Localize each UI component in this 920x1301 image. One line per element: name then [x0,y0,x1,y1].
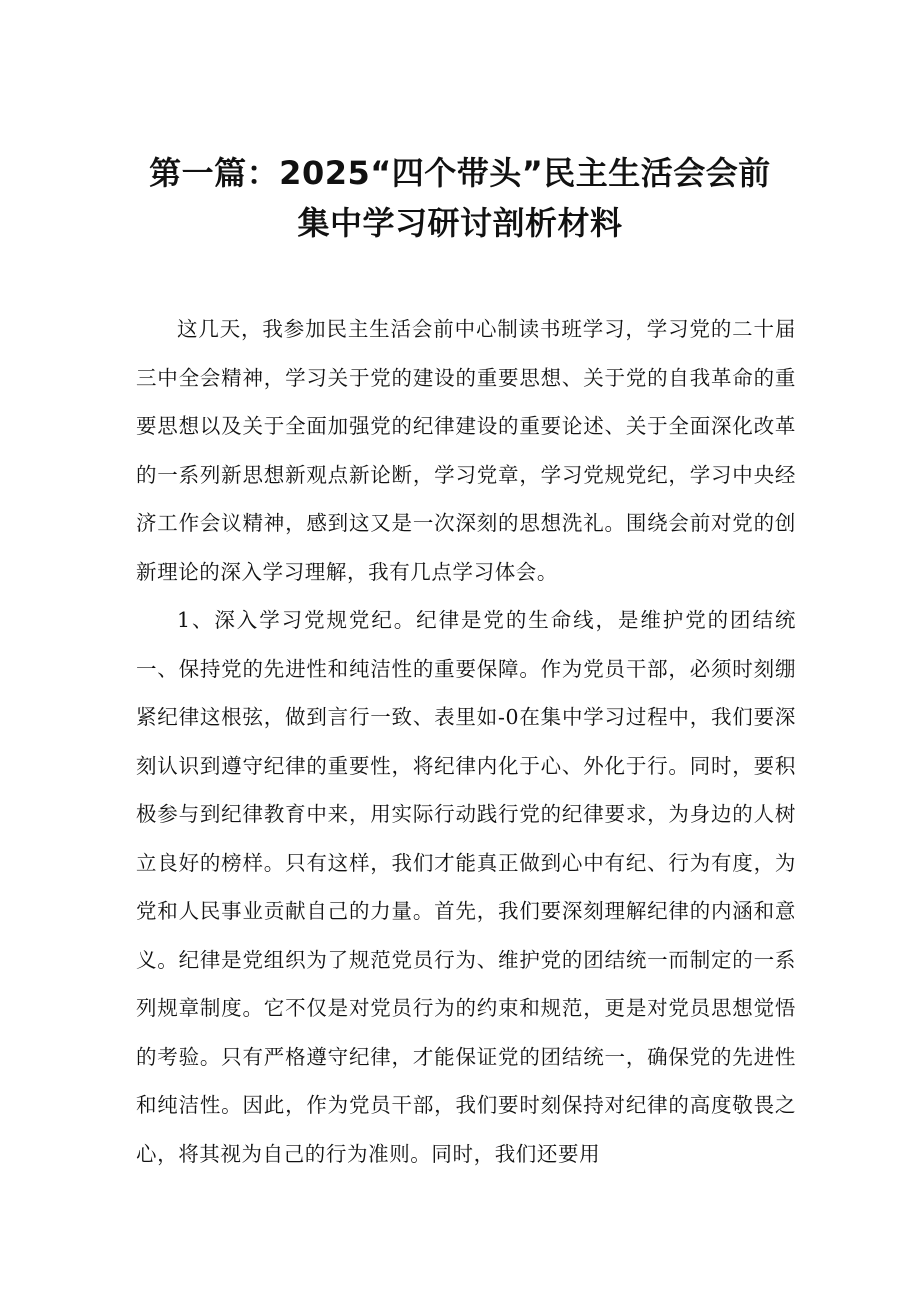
paragraph-discipline: 1、深入学习党规党纪。纪律是党的生命线，是维护党的团结统一、保持党的先进性和纯洁性的重要保障。作为党员干部，必须时刻绷紧纪律这根弦，做到言行一致、表里如-0在集中学习过程中，我们要深刻认识到遵守纪律的重要性，将纪律内化于心、外化于行。同时，要积极参与到纪律教育中来，用实际行动践行党的纪律要求，为身边的人树立良好的榜样。只有这样，我们才能真正做到心中有纪、行为有度，为党和人民事业贡献自己的力量。首先，我们要深刻理解纪律的内涵和意义。纪律是党组织为了规范党员行为、维护党的团结统一而制定的一系列规章制度。它不仅是对党员行为的约束和规范，更是对党员思想觉悟的考验。只有严格遵守纪律，才能保证党的团结统一，确保党的先进性和纯洁性。因此，作为党员干部，我们要时刻保持对纪律的高度敬畏之心，将其视为自己的行为准则。同时，我们还要用 [136,608,796,1166]
paragraph-intro: 这几天，我参加民主生活会前中心制读书班学习，学习党的二十届三中全会精神，学习关于党的建设的重要思想、关于党的自我革命的重要思想以及关于全面加强党的纪律建设的重要论述、关于全面深化改革的一系列新思想新观点新论断，学习党章，学习党规党纪，学习中央经济工作会议精神，感到这又是一次深刻的思想洗礼。围绕会前对党的创新理论的深入学习理解，我有几点学习体会。 [136,317,796,584]
document-title [100,148,820,248]
title-line-1: 第一篇：2025“四个带头”民主生活会会前 [149,154,771,192]
document-body [136,305,796,1178]
title-line-2: 集中学习研讨剖析材料 [297,204,623,242]
